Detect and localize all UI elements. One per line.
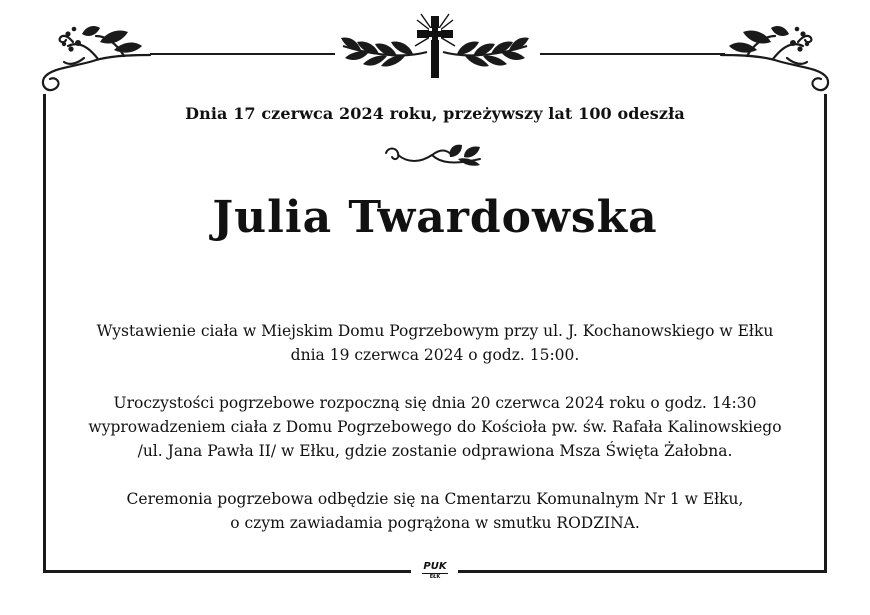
divider-flourish-icon (384, 143, 486, 171)
deceased-name: Julia Twardowska (212, 192, 658, 243)
paragraph-line: wyprowadzeniem ciała z Domu Pogrzebowego do Kościoła pw. św. Rafała Kalinowskiego (88, 418, 782, 436)
frame-bottom-border-right (458, 570, 827, 573)
paragraph-line: Wystawienie ciała w Miejskim Domu Pogrzebowym przy ul. J. Kochanowskiego w Ełku (96, 322, 774, 340)
logo-sub-text: EŁK (422, 573, 448, 580)
logo-main-text: PUK (423, 561, 447, 572)
laurel-branch-icon (341, 38, 427, 67)
top-rule-right (540, 53, 725, 55)
laurel-branch-icon (443, 38, 529, 67)
frame-bottom-border-left (43, 570, 411, 573)
paragraph-viewing (40, 319, 830, 367)
paragraph-line: Ceremonia pogrzebowa odbędzie się na Cmentarzu Komunalnym Nr 1 w Ełku, (126, 490, 744, 508)
paragraph-line: Uroczystości pogrzebowe rozpoczną się dnia 20 czerwca 2024 roku o godz. 14:30 (113, 394, 757, 412)
notice-heading: Dnia 17 czerwca 2024 roku, przeżywszy lat 100 odeszła (185, 104, 685, 123)
corner-flourish-icon (718, 16, 833, 96)
paragraph-line: /ul. Jana Pawła II/ w Ełku, gdzie zostanie odprawiona Msza Święta Żałobna. (137, 442, 733, 460)
corner-flourish-icon (38, 16, 153, 96)
paragraph-burial (40, 487, 830, 535)
cross-icon (335, 14, 535, 80)
paragraph-line: dnia 19 czerwca 2024 o godz. 15:00. (290, 346, 580, 364)
paragraph-ceremony (40, 391, 830, 463)
paragraph-line: o czym zawiadamia pogrążona w smutku RODZINA. (230, 514, 640, 532)
puk-logo (414, 561, 456, 580)
top-rule-left (150, 53, 335, 55)
